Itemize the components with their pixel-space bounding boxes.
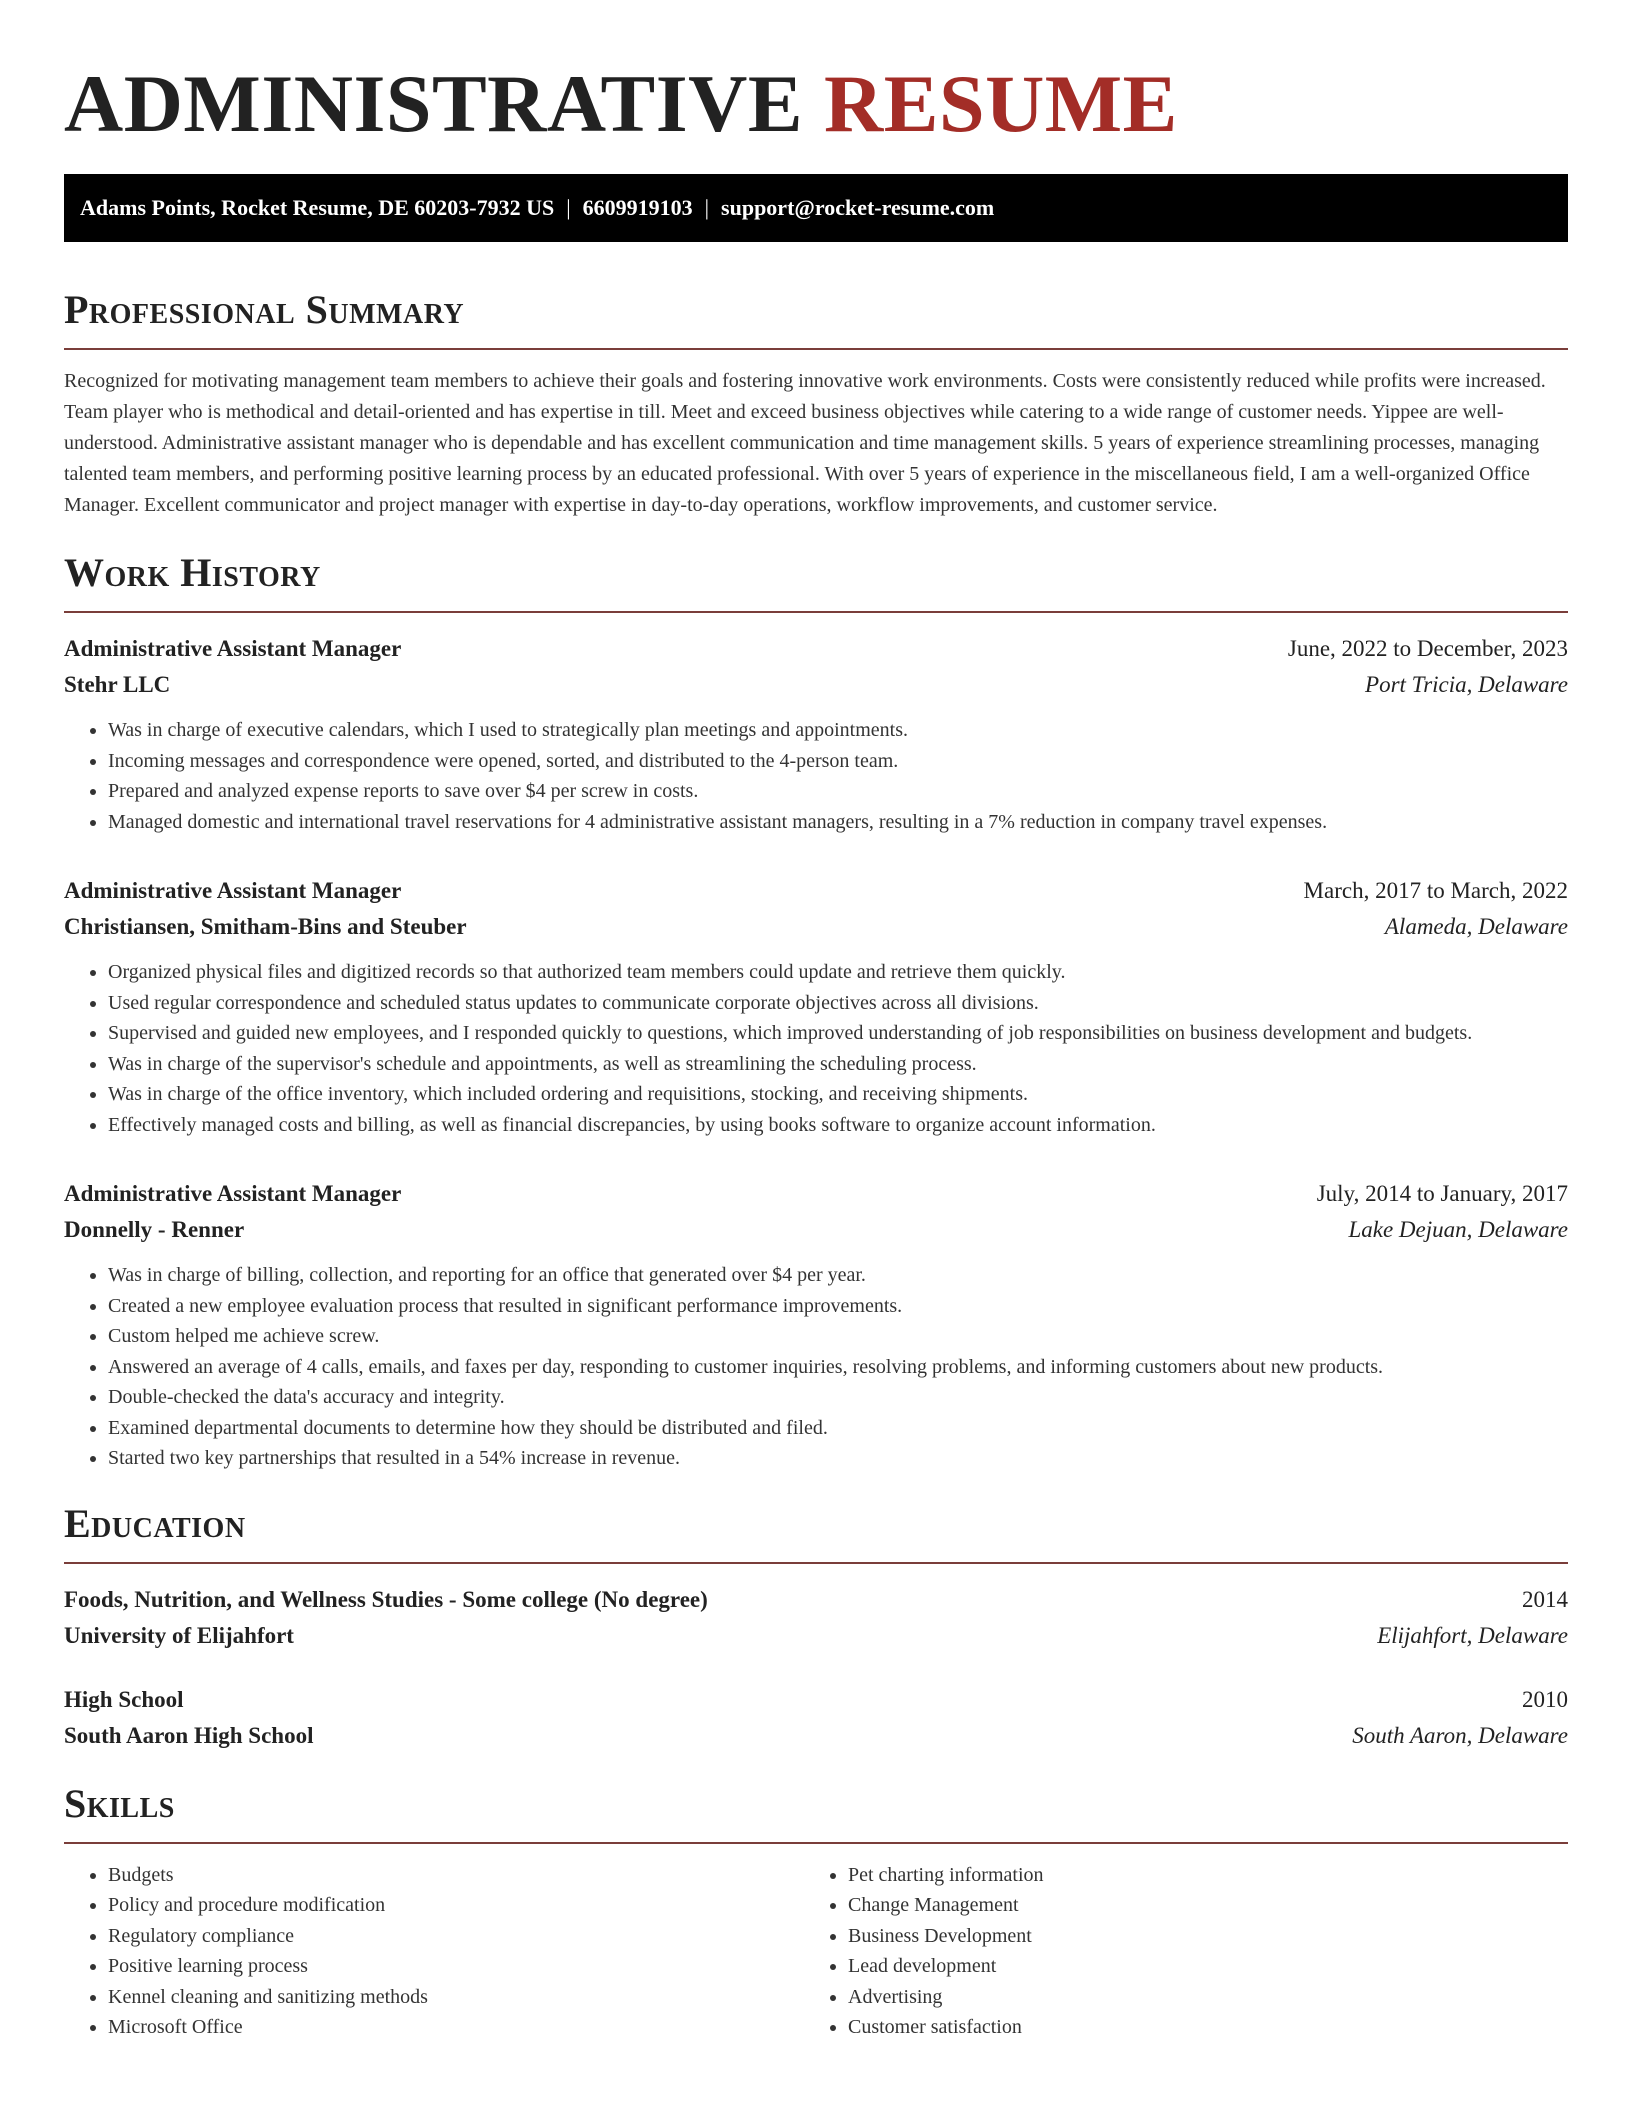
list-item: • Was in charge of executive calendars, which I used to strategically plan meetings and appointments. bbox=[108, 715, 1568, 746]
title-accent: RESUME bbox=[824, 58, 1178, 149]
job-title: Administrative Assistant Manager bbox=[64, 636, 402, 661]
education-school: South Aaron High School bbox=[64, 1722, 314, 1748]
job-dates: June, 2022 to December, 2023 bbox=[1287, 636, 1568, 661]
skills-column-left bbox=[64, 1860, 804, 2043]
education-degree: High School bbox=[64, 1686, 184, 1712]
education-year: 2014 bbox=[1522, 1586, 1568, 1612]
education-location: South Aaron, Delaware bbox=[1352, 1722, 1568, 1748]
section-heading-skills: Skills bbox=[64, 1780, 1568, 1844]
job-location: Alameda, Delaware bbox=[1384, 914, 1568, 939]
job-bullets bbox=[64, 715, 1568, 837]
contact-separator: | bbox=[566, 195, 571, 220]
job-dates: March, 2017 to March, 2022 bbox=[1303, 878, 1568, 903]
education-degree-row bbox=[64, 1682, 1568, 1718]
resume-page bbox=[64, 0, 1568, 2043]
job-entry bbox=[64, 631, 1568, 837]
list-item: • Managed domestic and international travel reservations for 4 administrative assistant managers, resulting in a 7% reduction in company travel expenses. bbox=[108, 807, 1568, 838]
job-title-row bbox=[64, 873, 1568, 909]
job-location: Lake Dejuan, Delaware bbox=[1348, 1217, 1568, 1242]
contact-bar bbox=[64, 174, 1568, 242]
education-entry bbox=[64, 1682, 1568, 1754]
job-company: Stehr LLC bbox=[64, 672, 171, 697]
list-item: • Budgets bbox=[108, 1860, 804, 1891]
contact-phone[interactable]: 6609919103 bbox=[582, 195, 693, 220]
job-location: Port Tricia, Delaware bbox=[1365, 672, 1568, 697]
list-item: • Was in charge of the supervisor's schedule and appointments, as well as streamlining the scheduling process. bbox=[108, 1049, 1568, 1080]
list-item: • Created a new employee evaluation process that resulted in significant performance improvements. bbox=[108, 1291, 1568, 1322]
summary-text: Recognized for motivating management team members to achieve their goals and fostering innovative work environments. Costs were consistently reduced while profits were increased. Team player who is methodical and detail-oriented and has expertise in till. Meet and exceed business objectives while catering to a wide range of customer needs. Yippee are well-understood. Administrative assistant manager who is dependable and has excellent communication and time management skills. 5 years of experience streamlining processes, managing talented team members, and performing positive learning process by an educated professional. With over 5 years of experience in the miscellaneous field, I am a well-organized Office Manager. Excellent communicator and project manager with expertise in day-to-day operations, workflow improvements, and customer service. bbox=[64, 370, 1546, 516]
list-item: • Supervised and guided new employees, and I responded quickly to questions, which improved understanding of job responsibilities on business development and budgets. bbox=[108, 1018, 1568, 1049]
education-school-row bbox=[64, 1718, 1568, 1754]
list-item: • Microsoft Office bbox=[108, 2012, 804, 2043]
list-item: • Prepared and analyzed expense reports to save over $4 per screw in costs. bbox=[108, 776, 1568, 807]
list-item: • Started two key partnerships that resulted in a 54% increase in revenue. bbox=[108, 1443, 1568, 1474]
skills-list bbox=[64, 1860, 1568, 2043]
job-company-row bbox=[64, 667, 1568, 703]
title-main: ADMINISTRATIVE bbox=[64, 58, 804, 149]
education-location: Elijahfort, Delaware bbox=[1377, 1622, 1568, 1648]
job-title: Administrative Assistant Manager bbox=[64, 1181, 402, 1206]
job-title-row bbox=[64, 1176, 1568, 1212]
job-title-row bbox=[64, 631, 1568, 667]
education-school: University of Elijahfort bbox=[64, 1622, 294, 1648]
job-company-row bbox=[64, 909, 1568, 945]
list-item: • Examined departmental documents to determine how they should be distributed and filed. bbox=[108, 1413, 1568, 1444]
job-company: Donnelly - Renner bbox=[64, 1217, 245, 1242]
education-year: 2010 bbox=[1522, 1686, 1568, 1712]
list-item: • Business Development bbox=[848, 1921, 1544, 1952]
education-degree-row bbox=[64, 1582, 1568, 1618]
list-item: • Pet charting information bbox=[848, 1860, 1544, 1891]
list-item: • Answered an average of 4 calls, emails, and faxes per day, responding to customer inquiries, resolving problems, and informing customers about new products. bbox=[108, 1352, 1568, 1383]
job-bullets bbox=[64, 1260, 1568, 1474]
job-entry bbox=[64, 1176, 1568, 1474]
section-heading-education: Education bbox=[64, 1500, 1568, 1564]
section-heading-work: Work History bbox=[64, 549, 1568, 613]
list-item: • Organized physical files and digitized records so that authorized team members could update and retrieve them quickly. bbox=[108, 957, 1568, 988]
list-item: • Positive learning process bbox=[108, 1951, 804, 1982]
job-dates: July, 2014 to January, 2017 bbox=[1316, 1181, 1568, 1206]
list-item: • Policy and procedure modification bbox=[108, 1890, 804, 1921]
list-item: • Advertising bbox=[848, 1982, 1544, 2013]
job-company: Christiansen, Smitham-Bins and Steuber bbox=[64, 914, 467, 939]
list-item: • Regulatory compliance bbox=[108, 1921, 804, 1952]
job-bullets bbox=[64, 957, 1568, 1140]
list-item: • Double-checked the data's accuracy and integrity. bbox=[108, 1382, 1568, 1413]
list-item: • Incoming messages and correspondence were opened, sorted, and distributed to the 4-person team. bbox=[108, 746, 1568, 777]
list-item: • Kennel cleaning and sanitizing methods bbox=[108, 1982, 804, 2013]
contact-address: Adams Points, Rocket Resume, DE 60203-7932 US bbox=[80, 195, 555, 220]
list-item: • Lead development bbox=[848, 1951, 1544, 1982]
list-item: • Used regular correspondence and scheduled status updates to communicate corporate objectives across all divisions. bbox=[108, 988, 1568, 1019]
education-degree: Foods, Nutrition, and Wellness Studies - Some college (No degree) bbox=[64, 1586, 708, 1612]
list-item: • Was in charge of the office inventory, which included ordering and requisitions, stocking, and receiving shipments. bbox=[108, 1079, 1568, 1110]
list-item: • Effectively managed costs and billing, as well as financial discrepancies, by using books software to organize account information. bbox=[108, 1110, 1568, 1141]
contact-separator: | bbox=[704, 195, 710, 220]
job-entry bbox=[64, 873, 1568, 1140]
job-title: Administrative Assistant Manager bbox=[64, 878, 402, 903]
education-entry bbox=[64, 1582, 1568, 1654]
education-school-row bbox=[64, 1618, 1568, 1654]
list-item: • Customer satisfaction bbox=[848, 2012, 1544, 2043]
list-item: • Change Management bbox=[848, 1890, 1544, 1921]
section-heading-summary: Professional Summary bbox=[64, 286, 1568, 350]
list-item: • Custom helped me achieve screw. bbox=[108, 1321, 1568, 1352]
job-company-row bbox=[64, 1212, 1568, 1248]
contact-email[interactable]: support@rocket-resume.com bbox=[721, 195, 995, 220]
page-title bbox=[64, 58, 1568, 150]
list-item: • Was in charge of billing, collection, and reporting for an office that generated over $4 per year. bbox=[108, 1260, 1568, 1291]
skills-column-right bbox=[804, 1860, 1544, 2043]
